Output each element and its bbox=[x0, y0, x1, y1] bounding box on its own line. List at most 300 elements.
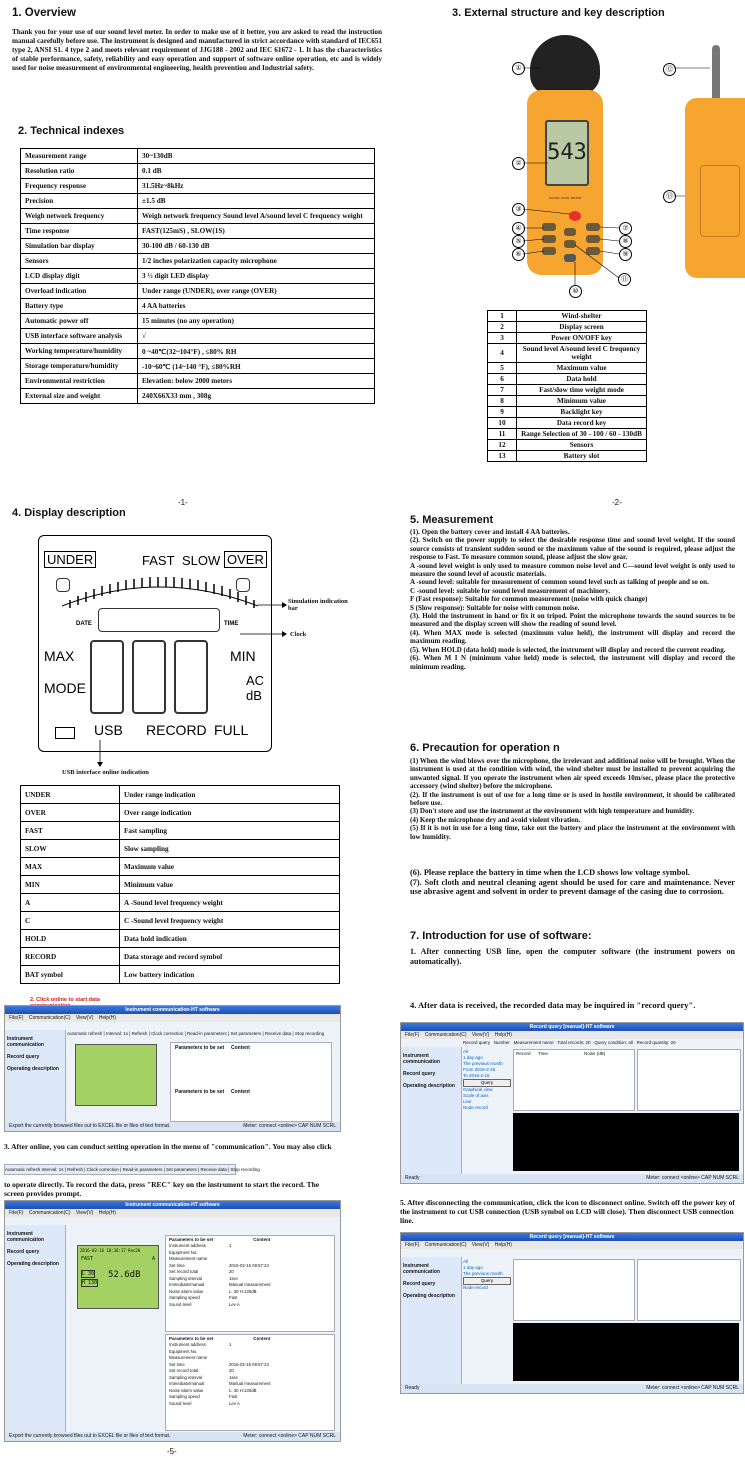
key-row-cell: 7 bbox=[488, 385, 517, 396]
precaution-text bbox=[410, 757, 735, 841]
toolbar-clock-correction[interactable]: Clock correction bbox=[151, 1031, 184, 1036]
q2menu-file[interactable]: File(F) bbox=[405, 1242, 420, 1248]
measurement-paragraph: S (Slow response): Suitable for noise with common noise. bbox=[410, 603, 580, 612]
status-bar-2 bbox=[5, 1432, 340, 1441]
query-params-2 bbox=[637, 1259, 741, 1321]
content-header-1b: Content bbox=[231, 1089, 250, 1095]
key-row-cell: Battery slot bbox=[517, 451, 647, 462]
qmenu-view[interactable]: View(V) bbox=[471, 1032, 490, 1038]
key-row-cell: Data record key bbox=[517, 418, 647, 429]
measurement-paragraph: (3). Hold the instrument in hand or fix it on tripod. Point the microphone towards the sound sources to be measured and the display screen will show the reading of sound level. bbox=[410, 612, 735, 629]
param-label: Immediate/manual bbox=[169, 1381, 205, 1386]
record-query-screenshot-1 bbox=[400, 1022, 744, 1184]
param-value[interactable]: 1sec bbox=[229, 1275, 239, 1281]
param-row bbox=[169, 1302, 334, 1309]
tech-row-cell: Working temperature/humidity bbox=[21, 344, 138, 359]
display-row bbox=[21, 930, 340, 948]
precaution-text-large bbox=[410, 868, 735, 897]
precaution-paragraph: (3) Don't store and use the instrument at the environment with high temperature and humidity. bbox=[410, 807, 695, 816]
tech-row bbox=[21, 209, 375, 224]
key-row-cell: 10 bbox=[488, 418, 517, 429]
toolbar-interval[interactable]: Interval: 1s bbox=[105, 1031, 128, 1036]
key-row-cell: Maximum value bbox=[517, 363, 647, 374]
sidebar2-record-query[interactable]: Record query bbox=[7, 1249, 40, 1255]
precaution-paragraph: (1) When the wind blows over the microphone, the irrelevant and additional noise will be brought. When the instrument is used at the condition with wind, the wind shelter must be installed to prevent acquiring the unwanted signal. If you operate the instrument when air speed exceeds 10m/sec, please place the protective accessory (wind shelter) before the microphone. bbox=[410, 757, 735, 791]
node-record-label[interactable]: Node record bbox=[463, 1105, 488, 1110]
param-panel-header bbox=[169, 1237, 331, 1242]
display-row-cell: C bbox=[21, 912, 120, 930]
query-graph-1 bbox=[513, 1113, 739, 1171]
meter-lcd bbox=[545, 120, 589, 186]
key-row-cell: 5 bbox=[488, 363, 517, 374]
params-panel-2a bbox=[165, 1235, 335, 1332]
q2sidebar-communication[interactable]: Instrument communication bbox=[403, 1263, 440, 1275]
key-9 bbox=[586, 247, 600, 255]
callout-12: ⑫ bbox=[663, 63, 676, 76]
measurement-paragraph: (4). When MAX mode is selected (maximum value held), the instrument will display and record the maximum reading. bbox=[410, 628, 735, 646]
status-right-2: Meter: connect <online> CAP NUM SCRL bbox=[243, 1433, 336, 1439]
tech-row-cell: External size and weight bbox=[21, 389, 138, 404]
qdate-to[interactable]: To 2016-2-16 bbox=[463, 1073, 490, 1078]
lcd-small-digits-right bbox=[236, 578, 250, 592]
toolbar-auto-refresh[interactable]: Automatic refresh bbox=[67, 1031, 103, 1036]
param-label: Instrument address bbox=[169, 1243, 206, 1248]
tech-indexes-title: 2. Technical indexes bbox=[18, 125, 125, 137]
external-structure-title: 3. External structure and key description bbox=[452, 7, 665, 19]
power-key bbox=[569, 211, 581, 221]
display-row bbox=[21, 876, 340, 894]
sidebar2-operating[interactable]: Operating description bbox=[7, 1261, 59, 1267]
lcd-main-digit-2 bbox=[132, 640, 166, 714]
callout-4: ④ bbox=[512, 222, 525, 235]
key-row-cell: Wind-shelter bbox=[517, 311, 647, 322]
line-label: Line bbox=[463, 1099, 472, 1104]
qmenu-communication[interactable]: Communication(C) bbox=[424, 1032, 467, 1038]
param-panel-header bbox=[169, 1336, 331, 1341]
key-row-cell: Minimum value bbox=[517, 396, 647, 407]
sidebar-item-operating[interactable]: Operating description bbox=[7, 1066, 59, 1072]
key-7 bbox=[586, 223, 600, 231]
strip-refresh[interactable]: Refresh bbox=[67, 1167, 83, 1172]
lcd-main-digit-1 bbox=[90, 640, 124, 714]
display-row bbox=[21, 786, 340, 804]
param-label: Equipment No. bbox=[169, 1348, 198, 1354]
display-row-cell: C -Sound level frequency weight bbox=[120, 912, 340, 930]
measurement-paragraph: C -sound level: suitable for sound level measurement of machinery. bbox=[410, 586, 611, 595]
display-row-cell: Under range indication bbox=[120, 786, 340, 804]
strip-clock[interactable]: Clock correction bbox=[86, 1167, 119, 1172]
lcd-max-label: MAX bbox=[44, 648, 75, 664]
tech-row-cell: 15 minutes (no any operation) bbox=[138, 314, 375, 329]
key-5 bbox=[542, 235, 556, 243]
lcd-line1: 2016-02-16 10:36:17 Rec20 bbox=[80, 1248, 141, 1253]
software-title: 7. Introduction for use of software: bbox=[410, 930, 592, 942]
qmenu-help[interactable]: Help(H) bbox=[494, 1032, 512, 1038]
callout-8: ⑧ bbox=[619, 235, 632, 248]
lcd-fast: FAST bbox=[81, 1256, 94, 1262]
tech-row bbox=[21, 299, 375, 314]
query-title-1: Record query [manual]-HT software bbox=[401, 1023, 743, 1031]
tech-row-cell: Time response bbox=[21, 224, 138, 239]
display-row bbox=[21, 840, 340, 858]
callout-7: ⑦ bbox=[619, 222, 632, 235]
node-record-label-2[interactable]: Node record bbox=[463, 1285, 488, 1290]
sidebar-2 bbox=[5, 1225, 66, 1432]
key-row-cell: 8 bbox=[488, 396, 517, 407]
param-label: Measurement name bbox=[169, 1256, 208, 1261]
sidebar-item-record-query[interactable]: Record query bbox=[7, 1054, 40, 1060]
content-header-1: Content bbox=[231, 1045, 250, 1051]
param-value[interactable]: 20 bbox=[229, 1368, 234, 1373]
status-bar-1 bbox=[5, 1122, 340, 1131]
toolbar-1: Automatic refresh | Interval: 1s | Refresh | Clock correction | Read-in parameters | Set parameters | Receive data | Stop recording bbox=[67, 1031, 325, 1036]
key-row bbox=[488, 385, 647, 396]
measurement-paragraph: (5). When HOLD (data hold) mode is selected, the instrument will display and record the current reading. bbox=[410, 645, 726, 654]
simulation-bar-graphic bbox=[60, 572, 260, 612]
display-row-cell: Minimum value bbox=[120, 876, 340, 894]
display-description-table bbox=[20, 785, 340, 984]
inquire-text: 4. After data is received, the recorded data may be inquired in "record query". bbox=[410, 1000, 696, 1010]
precaution-paragraph-large: (6). Please replace the battery in time when the LCD shows low voltage symbol. bbox=[410, 868, 690, 877]
tech-row-cell: 30~130dB bbox=[138, 149, 375, 164]
query-records-1 bbox=[513, 1049, 635, 1111]
battery-icon bbox=[55, 727, 75, 739]
display-row-cell: Data hold indication bbox=[120, 930, 340, 948]
key-row-cell: Data hold bbox=[517, 374, 647, 385]
qopt-all[interactable]: All bbox=[463, 1049, 469, 1054]
qh-measurement: Measurement name bbox=[513, 1040, 554, 1045]
tech-row-cell: 1/2 inches polarization capacity microphone bbox=[138, 254, 375, 269]
key-row bbox=[488, 374, 647, 385]
menu-file-2[interactable]: File(F) bbox=[9, 1210, 24, 1216]
param-label: Set record total bbox=[169, 1368, 199, 1373]
menu-bar-2 bbox=[5, 1209, 340, 1217]
display-row-cell: Low battery indication bbox=[120, 966, 340, 984]
tech-row bbox=[21, 239, 375, 254]
key-row-cell: 3 bbox=[488, 333, 517, 344]
measurement-paragraph: A -sound level weight is only used to measure common noise level and C—sound level weight is only used to measure the sound level of acoustic materials. bbox=[410, 561, 735, 579]
display-row bbox=[21, 822, 340, 840]
app-title-1: Instrument communication-HT software bbox=[5, 1006, 340, 1014]
software-screenshot-1 bbox=[4, 1005, 341, 1132]
display-row-cell: UNDER bbox=[21, 786, 120, 804]
toolbar-read-params[interactable]: Read-in parameters bbox=[187, 1031, 227, 1036]
display-row-cell: Data storage and record symbol bbox=[120, 948, 340, 966]
lcd-under-label: UNDER bbox=[44, 551, 96, 568]
display-row-cell: OVER bbox=[21, 804, 120, 822]
status-left-2: Export the currently browsed files out to EXCEL file or files of text format. bbox=[9, 1433, 171, 1439]
key-row bbox=[488, 451, 647, 462]
meter-brand-text: SOUND LEVEL METER bbox=[548, 196, 582, 200]
menu-help[interactable]: Help(H) bbox=[98, 1015, 116, 1021]
callout-10: ⑩ bbox=[569, 285, 582, 298]
tech-row-cell: √ bbox=[138, 329, 375, 344]
display-row-cell: RECORD bbox=[21, 948, 120, 966]
q2opt-month[interactable]: The previous month bbox=[463, 1271, 503, 1276]
tech-row-cell: Weigh network frequency bbox=[21, 209, 138, 224]
q2opt-1day[interactable]: 1 day ago bbox=[463, 1265, 483, 1270]
q2sidebar-operating[interactable]: Operating description bbox=[403, 1293, 455, 1299]
query-status-2 bbox=[401, 1384, 743, 1393]
tech-row-cell: Sensors bbox=[21, 254, 138, 269]
qcol-noise: Noise (dB) bbox=[584, 1051, 606, 1056]
display-row-cell: HOLD bbox=[21, 930, 120, 948]
strip-read[interactable]: Read-in parameters bbox=[122, 1167, 163, 1172]
tech-row bbox=[21, 269, 375, 284]
display-row bbox=[21, 912, 340, 930]
lcd-main-digit-3 bbox=[174, 640, 208, 714]
qsidebar-communication[interactable]: Instrument communication bbox=[403, 1053, 440, 1065]
page-number: -1- bbox=[178, 498, 188, 507]
key-row-cell: 11 bbox=[488, 429, 517, 440]
scale-axis-label: Scale of axis bbox=[463, 1093, 489, 1098]
param-value[interactable]: 1 bbox=[229, 1342, 232, 1347]
param-value[interactable]: Manual measurement bbox=[229, 1282, 271, 1287]
display-row bbox=[21, 966, 340, 984]
param-label: Set time bbox=[169, 1262, 185, 1268]
display-row bbox=[21, 804, 340, 822]
key-row-cell: 12 bbox=[488, 440, 517, 451]
tech-row-cell: Elevation: below 2000 meters bbox=[138, 374, 375, 389]
tech-row-cell: 4 AA batteries bbox=[138, 299, 375, 314]
tech-row bbox=[21, 149, 375, 164]
key-row bbox=[488, 418, 647, 429]
param-value[interactable]: 1sec bbox=[229, 1374, 239, 1380]
menu-view-2[interactable]: View(V) bbox=[75, 1210, 94, 1216]
disconnect-text: 5. After disconnecting the communication, click the icon to disconnect online. Switch off the power key of the instrument to cut USB connection (USB symbol on LCD will close). Then disconnect USB connection line. bbox=[400, 1198, 735, 1225]
key-row-cell: 2 bbox=[488, 322, 517, 333]
key-row-cell: Backlight key bbox=[517, 407, 647, 418]
tech-row bbox=[21, 374, 375, 389]
param-label: Noise alarm value bbox=[169, 1288, 204, 1294]
tech-row-cell: Automatic power off bbox=[21, 314, 138, 329]
toolbar-strip: Automatic refresh Interval: 1s | Refresh | Clock correction | Read-in parameters | Set parameters | Receive data | Stop recording bbox=[4, 1164, 236, 1175]
key-row bbox=[488, 396, 647, 407]
page-number-2: -2- bbox=[612, 498, 622, 507]
lcd-usb-label: USB bbox=[94, 722, 123, 738]
qsidebar-record-query[interactable]: Record query bbox=[403, 1071, 436, 1077]
display-row-cell: Maximum value bbox=[120, 858, 340, 876]
tech-row-cell: 31.5Hz~8kHz bbox=[138, 179, 375, 194]
qcol-time: Time bbox=[538, 1051, 548, 1056]
query-button[interactable]: Query bbox=[463, 1079, 511, 1087]
tech-row-cell: Resolution ratio bbox=[21, 164, 138, 179]
query-sidebar-1 bbox=[401, 1047, 462, 1174]
callout-9: ⑨ bbox=[619, 248, 632, 261]
q2menu-help[interactable]: Help(H) bbox=[494, 1242, 512, 1248]
callout-1: ① bbox=[512, 62, 525, 75]
lcd-a: A bbox=[151, 1256, 155, 1262]
qh-condition: Query condition: all bbox=[594, 1040, 633, 1045]
qdate-from[interactable]: From 2016-2-15 bbox=[463, 1067, 496, 1072]
battery-slot bbox=[700, 165, 740, 237]
key-row-cell: 1 bbox=[488, 311, 517, 322]
query-title-2: Record query [manual]-HT software bbox=[401, 1233, 743, 1241]
qh-quantity: Record quantity: 20 bbox=[636, 1040, 676, 1045]
q2sidebar-record-query[interactable]: Record query bbox=[403, 1281, 436, 1287]
lcd-clock-digits bbox=[98, 608, 220, 632]
query-records-2 bbox=[513, 1259, 635, 1321]
display-row-cell: A bbox=[21, 894, 120, 912]
tech-row-cell: Battery type bbox=[21, 299, 138, 314]
display-row-cell: Over range indication bbox=[120, 804, 340, 822]
key-row-cell: Display screen bbox=[517, 322, 647, 333]
param-value[interactable]: Manual measurement bbox=[229, 1381, 271, 1386]
measurement-paragraph: (6). When M I N (minimum value held) mode is selected, the instrument will display and record the minimum reading. bbox=[410, 654, 735, 671]
tech-row-cell: Precision bbox=[21, 194, 138, 209]
toolbar-receive-data[interactable]: Receive data bbox=[264, 1031, 292, 1036]
precaution-paragraph: (2). If the instrument is out of use for a long time or is used in hostile environment, it should be calibrated before use. bbox=[410, 790, 735, 808]
query-button-2[interactable]: Query bbox=[463, 1277, 511, 1285]
tech-row-cell: Under range (UNDER), over range (OVER) bbox=[138, 284, 375, 299]
menu-help-2[interactable]: Help(H) bbox=[98, 1210, 116, 1216]
graph-view-label: Graphical view bbox=[463, 1087, 493, 1092]
tech-row-cell: 30-100 dB / 60-130 dB bbox=[138, 239, 375, 254]
params-panel-1 bbox=[170, 1042, 332, 1122]
q2opt-all[interactable]: All bbox=[463, 1259, 469, 1264]
tech-row-cell: 0 ~40℃(32~104°F) , ≤80% RH bbox=[138, 344, 375, 359]
param-value[interactable]: 2016-02-16 09:57:24 bbox=[229, 1361, 269, 1367]
toolbar-stop-recording[interactable]: Stop recording bbox=[294, 1031, 325, 1036]
tech-row-cell: Weigh network frequency Sound level A/sound level C frequency weight bbox=[138, 209, 375, 224]
key-row-cell: 6 bbox=[488, 374, 517, 385]
meter-lcd-value: 543 bbox=[547, 140, 587, 165]
param-label: Sampling interval bbox=[169, 1275, 202, 1281]
sensor-probe bbox=[712, 45, 720, 100]
qh-record-query: Record query bbox=[463, 1040, 491, 1045]
toolbar-set-params[interactable]: Set parameters bbox=[230, 1031, 262, 1036]
param-value[interactable]: Fast bbox=[229, 1295, 238, 1300]
app-title-2: Instrument communication-HT software bbox=[5, 1201, 340, 1209]
q2menu-communication[interactable]: Communication(C) bbox=[424, 1242, 467, 1248]
key-row bbox=[488, 429, 647, 440]
tech-row-cell: Storage temperature/humidity bbox=[21, 359, 138, 374]
tech-row-cell: 3 ½ digit LED display bbox=[138, 269, 375, 284]
qmenu-file[interactable]: File(F) bbox=[405, 1032, 420, 1038]
overview-title: 1. Overview bbox=[12, 7, 76, 19]
tech-row-cell: -10~60℃ (14~140 °F), ≤80%RH bbox=[138, 359, 375, 374]
qopt-month[interactable]: The previous month bbox=[463, 1061, 503, 1066]
display-row-cell: MIN bbox=[21, 876, 120, 894]
lcd-low: L 30 bbox=[82, 1271, 95, 1277]
menu-communication-2[interactable]: Communication(C) bbox=[28, 1210, 71, 1216]
qopt-1day[interactable]: 1 day ago bbox=[463, 1055, 483, 1060]
q2menu-view[interactable]: View(V) bbox=[471, 1242, 490, 1248]
key-row bbox=[488, 344, 647, 363]
param-value[interactable]: Lev A bbox=[229, 1400, 240, 1406]
key-row-cell: Sensors bbox=[517, 440, 647, 451]
param-value[interactable]: 1 bbox=[229, 1243, 232, 1248]
strip-interval[interactable]: Interval: 1s bbox=[41, 1167, 64, 1172]
key-description-table bbox=[487, 310, 647, 462]
query-options-2 bbox=[463, 1259, 511, 1291]
display-description-title: 4. Display description bbox=[12, 507, 126, 519]
menu-bar-1 bbox=[5, 1014, 340, 1022]
display-row-cell: Fast sampling bbox=[120, 822, 340, 840]
param-label: Immediate/manual bbox=[169, 1282, 205, 1287]
tech-row bbox=[21, 314, 375, 329]
direct-operation-text: to operate directly. To record the data, press "REC" key on the instrument to start the record. The screen provides prompt. bbox=[4, 1180, 320, 1198]
param-value[interactable]: 2016-02-16 09:57:24 bbox=[229, 1262, 269, 1268]
lcd-fast-label: FAST bbox=[142, 553, 175, 568]
sidebar2-communication[interactable]: Instrument communication bbox=[7, 1231, 44, 1243]
key-row-cell: Range Selection of 30 - 100 / 60 - 130dB bbox=[517, 429, 647, 440]
param-value[interactable]: 20 bbox=[229, 1269, 234, 1274]
query-status-1 bbox=[401, 1174, 743, 1183]
param-label: Sound level bbox=[169, 1400, 192, 1406]
strip-receive[interactable]: Receive data bbox=[200, 1167, 227, 1172]
callout-6: ⑥ bbox=[512, 248, 525, 261]
qsidebar-operating[interactable]: Operating description bbox=[403, 1083, 455, 1089]
params-panel-2b bbox=[165, 1334, 335, 1431]
toolbar-refresh[interactable]: Refresh bbox=[131, 1031, 148, 1036]
menu-view[interactable]: View(V) bbox=[75, 1015, 94, 1021]
key-row bbox=[488, 440, 647, 451]
param-value[interactable]: Lev A bbox=[229, 1301, 240, 1307]
click-online-annotation: 2. Click online to start data bbox=[30, 997, 100, 1003]
key-row-cell: 9 bbox=[488, 407, 517, 418]
param-label: Equipment No. bbox=[169, 1249, 198, 1255]
lcd-over-label: OVER bbox=[224, 551, 267, 568]
lcd-date-label: DATE bbox=[76, 621, 92, 627]
tech-row-cell: 240X66X33 mm , 308g bbox=[138, 389, 375, 404]
status-left-1: Export the currently browsed files out to EXCEL file or files of text format. bbox=[9, 1123, 171, 1129]
param-value[interactable]: L: 30 H:130dB bbox=[229, 1387, 257, 1393]
tech-row bbox=[21, 284, 375, 299]
display-row bbox=[21, 948, 340, 966]
query-header-1 bbox=[463, 1040, 739, 1047]
lcd-full-label: FULL bbox=[214, 722, 249, 738]
param-value[interactable]: Fast bbox=[229, 1394, 238, 1399]
lcd-slow-label: SLOW bbox=[182, 553, 221, 568]
param-label: Sampling interval bbox=[169, 1374, 202, 1380]
param-label: Sound level bbox=[169, 1301, 192, 1307]
callout-3: ③ bbox=[512, 203, 525, 216]
tech-row-cell: ±1.5 dB bbox=[138, 194, 375, 209]
ready-text-2: Ready bbox=[405, 1385, 420, 1391]
key-6 bbox=[542, 247, 556, 255]
tech-row bbox=[21, 194, 375, 209]
tech-row bbox=[21, 254, 375, 269]
key-row bbox=[488, 311, 647, 322]
key-row-cell: Fast/slow time weight mode bbox=[517, 385, 647, 396]
precaution-paragraph-large: (7). Soft cloth and neutral cleaning agent should be used for care and maintenance. Never use abrasive agent and solvent in order to prevent damage of the casing due to corrosion. bbox=[410, 877, 735, 897]
clock-label: Clock bbox=[290, 631, 307, 638]
query-sidebar-2 bbox=[401, 1257, 462, 1384]
tech-row bbox=[21, 164, 375, 179]
virtual-lcd-2 bbox=[77, 1245, 159, 1309]
strip-auto-refresh[interactable]: Automatic refresh bbox=[5, 1167, 41, 1172]
tech-row bbox=[21, 344, 375, 359]
lcd-time-label: TIME bbox=[224, 621, 239, 627]
measurement-title: 5. Measurement bbox=[410, 514, 494, 526]
param-row bbox=[169, 1401, 334, 1408]
param-header-1: Parameters to be set bbox=[175, 1045, 225, 1051]
qcol-record: Record bbox=[516, 1051, 531, 1056]
strip-stop[interactable]: Stop recording bbox=[230, 1167, 260, 1172]
menu-communication[interactable]: Communication(C) bbox=[28, 1015, 71, 1021]
menu-file[interactable]: File(F) bbox=[9, 1015, 24, 1021]
display-row bbox=[21, 894, 340, 912]
qh-total: Total records: 20 bbox=[557, 1040, 591, 1045]
strip-set[interactable]: Set parameters bbox=[166, 1167, 197, 1172]
sidebar-item-communication[interactable]: Instrument communication bbox=[7, 1036, 44, 1048]
param-value[interactable]: L: 30 H:130dB bbox=[229, 1288, 257, 1294]
display-row-cell: Slow sampling bbox=[120, 840, 340, 858]
tech-row bbox=[21, 179, 375, 194]
lcd-small-digits-left bbox=[56, 578, 70, 592]
display-row bbox=[21, 858, 340, 876]
